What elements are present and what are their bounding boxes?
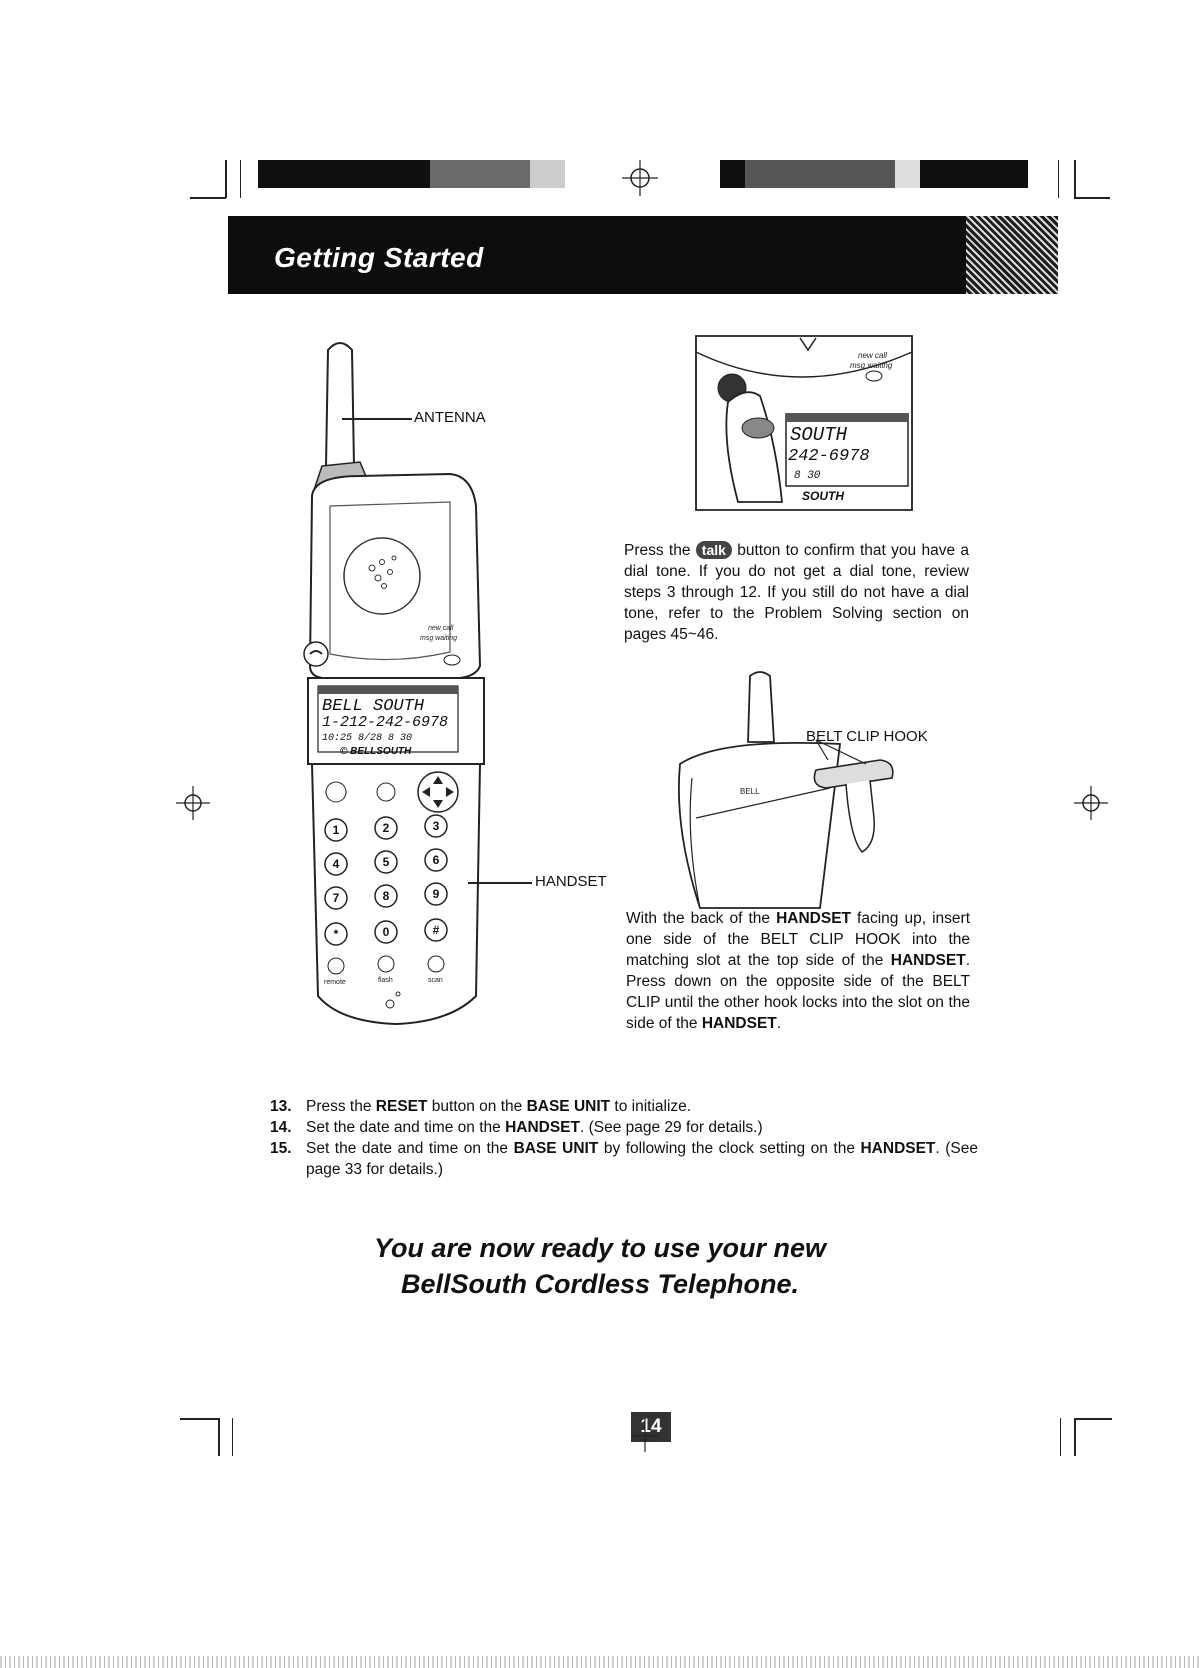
antenna-leader bbox=[342, 418, 412, 420]
belt-clip-paragraph bbox=[626, 908, 970, 1034]
svg-text:7: 7 bbox=[332, 891, 340, 905]
step-text: Set the date and time on the HANDSET. (See page 29 for details.) bbox=[306, 1119, 763, 1136]
svg-text:BELL: BELL bbox=[740, 787, 760, 796]
scan-noise bbox=[0, 1656, 1200, 1668]
step-number: 14. bbox=[270, 1119, 292, 1136]
svg-text:1-212-242-6978: 1-212-242-6978 bbox=[322, 714, 449, 731]
handset-leader bbox=[468, 882, 532, 884]
registration-target-icon bbox=[1074, 786, 1108, 820]
registration-bar-left-light bbox=[530, 160, 565, 188]
crop-mark bbox=[218, 1418, 220, 1456]
crop-mark bbox=[232, 1418, 233, 1456]
svg-text:4: 4 bbox=[332, 857, 340, 871]
crop-mark bbox=[1058, 160, 1059, 198]
section-title: Getting Started bbox=[274, 242, 484, 273]
registration-target-icon bbox=[176, 786, 210, 820]
antenna-label: ANTENNA bbox=[414, 409, 486, 426]
list-item bbox=[270, 1138, 978, 1180]
crop-mark bbox=[225, 160, 227, 198]
crop-mark bbox=[190, 197, 226, 199]
talk-text-after: button to confirm that you have a dial tone. If you do not get a dial tone, review steps 3 through 12. If you still do not have a dial tone, refer to the Problem Solving section on pages 45~46. bbox=[624, 542, 969, 643]
page-number: 14 bbox=[631, 1412, 671, 1442]
svg-text:6: 6 bbox=[432, 853, 440, 867]
svg-text:9: 9 bbox=[432, 887, 440, 901]
svg-text:*: * bbox=[333, 927, 339, 941]
registration-bar-right-light bbox=[895, 160, 920, 188]
svg-text:SOUTH: SOUTH bbox=[802, 489, 844, 503]
svg-text:new call: new call bbox=[428, 625, 454, 632]
belt-clip-illustration bbox=[640, 668, 930, 914]
closing-message bbox=[300, 1230, 900, 1302]
base-lcd-line1: SOUTH bbox=[790, 424, 848, 446]
crop-mark bbox=[1074, 160, 1076, 198]
base-lcd-line2: 242-6978 bbox=[788, 447, 870, 466]
belt-text-4: . bbox=[776, 1015, 782, 1032]
handset-label: HANDSET bbox=[535, 873, 607, 890]
closing-line-1: You are now ready to use your new bbox=[373, 1233, 827, 1263]
talk-paragraph bbox=[624, 540, 969, 645]
svg-text:8: 8 bbox=[382, 889, 390, 903]
crop-mark bbox=[1074, 197, 1110, 199]
svg-text:msg waiting: msg waiting bbox=[420, 635, 457, 642]
svg-text:BELL SOUTH: BELL SOUTH bbox=[322, 697, 425, 716]
step-text: Press the RESET button on the BASE UNIT to initialize. bbox=[306, 1098, 692, 1115]
svg-text:10:25 8/28 8 30: 10:25 8/28 8 30 bbox=[322, 733, 413, 744]
svg-text:new call: new call bbox=[858, 351, 887, 360]
belt-bold-1: HANDSET bbox=[776, 910, 851, 927]
svg-text:2: 2 bbox=[382, 821, 390, 835]
registration-bar-right-gray bbox=[745, 160, 895, 188]
banner-pattern bbox=[966, 216, 1058, 294]
svg-text:remote: remote bbox=[324, 979, 346, 986]
svg-text:3: 3 bbox=[432, 819, 440, 833]
svg-text:5: 5 bbox=[382, 855, 390, 869]
belt-bold-2: HANDSET bbox=[890, 952, 966, 969]
section-banner bbox=[228, 216, 1058, 294]
closing-line-2: BellSouth Cordless Telephone. bbox=[400, 1269, 800, 1299]
svg-text:0: 0 bbox=[382, 925, 390, 939]
belt-text-2: facing up, insert one side of the BELT CLIP HOOK into the matching slot at the top side of the bbox=[626, 910, 970, 969]
steps-list bbox=[270, 1096, 978, 1180]
svg-text:8 30: 8 30 bbox=[794, 470, 821, 482]
belt-text-3: . Press down on the opposite side of the BELT CLIP until the other hook locks into the slot on the side of the bbox=[626, 952, 970, 1032]
step-number: 15. bbox=[270, 1140, 292, 1157]
belt-text-1: With the back of the bbox=[626, 910, 777, 927]
step-text: Set the date and time on the BASE UNIT by following the clock setting on the HANDSET. (See page 33 for details.) bbox=[306, 1140, 978, 1178]
belt-bold-3: HANDSET bbox=[701, 1015, 777, 1032]
svg-text:msg waiting: msg waiting bbox=[850, 361, 893, 370]
crop-mark bbox=[1060, 1418, 1061, 1456]
svg-text:© BELLSOUTH: © BELLSOUTH bbox=[340, 746, 412, 757]
svg-text:1: 1 bbox=[332, 823, 340, 837]
registration-target-icon bbox=[622, 160, 658, 196]
registration-target-icon bbox=[630, 1418, 660, 1452]
handset-illustration bbox=[300, 336, 500, 1036]
base-unit-illustration bbox=[690, 332, 920, 514]
crop-mark bbox=[1074, 1418, 1112, 1420]
svg-text:#: # bbox=[432, 923, 440, 937]
list-item bbox=[270, 1096, 978, 1117]
crop-mark bbox=[180, 1418, 220, 1420]
svg-text:flash: flash bbox=[378, 977, 393, 984]
step-number: 13. bbox=[270, 1098, 292, 1115]
crop-mark bbox=[240, 160, 241, 198]
talk-text-before: Press the bbox=[624, 542, 691, 559]
belt-clip-hook-label: BELT CLIP HOOK bbox=[806, 728, 928, 745]
crop-mark bbox=[1074, 1418, 1076, 1456]
talk-button-icon: talk bbox=[696, 541, 732, 559]
svg-text:scan: scan bbox=[428, 977, 443, 984]
list-item bbox=[270, 1117, 978, 1138]
